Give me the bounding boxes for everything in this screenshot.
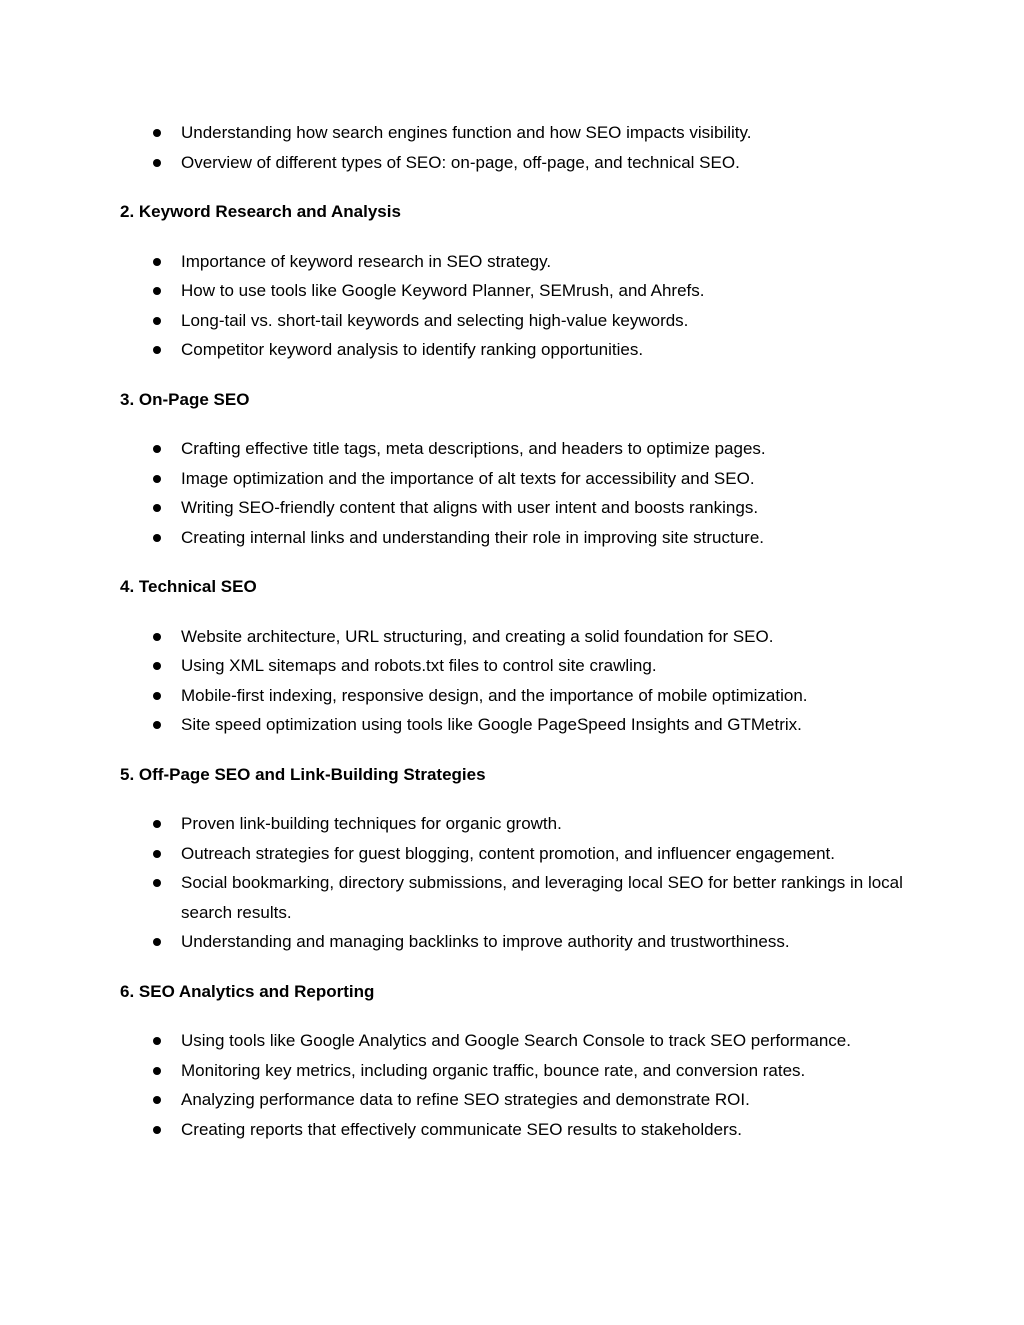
list-item-text: Creating reports that effectively communicate SEO results to stakeholders. — [181, 1119, 742, 1139]
list-item — [120, 1056, 910, 1086]
bullet-icon — [153, 129, 161, 137]
section-heading-keyword-research: 2. Keyword Research and Analysis — [120, 202, 401, 221]
bullet-icon — [153, 879, 161, 887]
list-item — [120, 809, 910, 839]
list-item-text: Importance of keyword research in SEO strategy. — [181, 251, 552, 271]
list-item-text: Site speed optimization using tools like Google PageSpeed Insights and GTMetrix. — [181, 715, 802, 734]
bullet-icon — [153, 534, 161, 542]
document-content — [120, 118, 910, 1144]
bullet-icon — [153, 445, 161, 453]
list-item-text: Creating internal links and understanding their role in improving site structure. — [181, 527, 765, 547]
list-item-text: Understanding how search engines function and how SEO impacts visibility. — [181, 123, 752, 142]
list-item-text: Outreach strategies for guest blogging, content promotion, and influencer engagement. — [181, 843, 835, 863]
list-item — [120, 523, 910, 553]
list-item — [120, 1085, 910, 1115]
list-item-text: Using tools like Google Analytics and Google Search Console to track SEO performance. — [181, 1031, 851, 1050]
list-item — [120, 306, 910, 336]
bullet-icon — [153, 504, 161, 512]
list-item — [120, 622, 910, 652]
list-item — [120, 839, 910, 869]
list-item — [120, 276, 910, 306]
list-item-text: Crafting effective title tags, meta descriptions, and headers to optimize pages. — [181, 439, 766, 458]
list-item — [120, 335, 910, 365]
bullet-icon — [153, 1126, 161, 1134]
list-item — [120, 710, 910, 740]
bullet-icon — [153, 475, 161, 483]
section-heading-seo-analytics: 6. SEO Analytics and Reporting — [120, 981, 375, 1001]
intro-bullet-list — [120, 118, 910, 177]
keyword-research-bullet-list — [120, 247, 910, 365]
list-item — [120, 247, 910, 277]
on-page-seo-bullet-list — [120, 434, 910, 552]
bullet-icon — [153, 633, 161, 641]
section-heading-off-page-seo: 5. Off-Page SEO and Link-Building Strategies — [120, 764, 486, 784]
technical-seo-bullet-list — [120, 622, 910, 740]
bullet-icon — [153, 287, 161, 295]
list-item-text: Long-tail vs. short-tail keywords and selecting high-value keywords. — [181, 310, 689, 330]
bullet-icon — [153, 1067, 161, 1075]
list-item-text: Image optimization and the importance of alt texts for accessibility and SEO. — [181, 468, 755, 488]
bullet-icon — [153, 820, 161, 828]
list-item — [120, 118, 910, 148]
list-item — [120, 464, 910, 494]
list-item — [120, 868, 910, 927]
list-item-text: Analyzing performance data to refine SEO strategies and demonstrate ROI. — [181, 1090, 750, 1109]
bullet-icon — [153, 159, 161, 167]
list-item-text: Website architecture, URL structuring, and creating a solid foundation for SEO. — [181, 626, 774, 646]
bullet-icon — [153, 317, 161, 325]
list-item — [120, 1026, 910, 1056]
list-item — [120, 148, 910, 178]
list-item-text: Mobile-first indexing, responsive design, and the importance of mobile optimization. — [181, 685, 808, 705]
list-item-text: Monitoring key metrics, including organic traffic, bounce rate, and conversion rates. — [181, 1060, 806, 1080]
list-item-text: How to use tools like Google Keyword Planner, SEMrush, and Ahrefs. — [181, 281, 705, 300]
list-item-text: Using XML sitemaps and robots.txt files to control site crawling. — [181, 656, 657, 675]
list-item — [120, 681, 910, 711]
list-item-text: Writing SEO-friendly content that aligns with user intent and boosts rankings. — [181, 498, 759, 517]
list-item-text: Overview of different types of SEO: on-page, off-page, and technical SEO. — [181, 152, 740, 172]
list-item — [120, 493, 910, 523]
bullet-icon — [153, 346, 161, 354]
list-item-text: Understanding and managing backlinks to improve authority and trustworthiness. — [181, 932, 790, 951]
bullet-icon — [153, 1096, 161, 1104]
bullet-icon — [153, 938, 161, 946]
bullet-icon — [153, 850, 161, 858]
list-item — [120, 927, 910, 957]
list-item-text: Competitor keyword analysis to identify ranking opportunities. — [181, 340, 644, 359]
seo-analytics-bullet-list — [120, 1026, 910, 1144]
list-item — [120, 1115, 910, 1145]
off-page-seo-bullet-list — [120, 809, 910, 957]
list-item-text: Proven link-building techniques for organic growth. — [181, 814, 562, 833]
list-item — [120, 651, 910, 681]
section-heading-on-page-seo: 3. On-Page SEO — [120, 389, 250, 409]
bullet-icon — [153, 1037, 161, 1045]
bullet-icon — [153, 692, 161, 700]
bullet-icon — [153, 662, 161, 670]
section-heading-technical-seo: 4. Technical SEO — [120, 577, 257, 596]
bullet-icon — [153, 721, 161, 729]
list-item-text: Social bookmarking, directory submissions, and leveraging local SEO for better rankings in local search results. — [181, 873, 903, 922]
list-item — [120, 434, 910, 464]
bullet-icon — [153, 258, 161, 266]
